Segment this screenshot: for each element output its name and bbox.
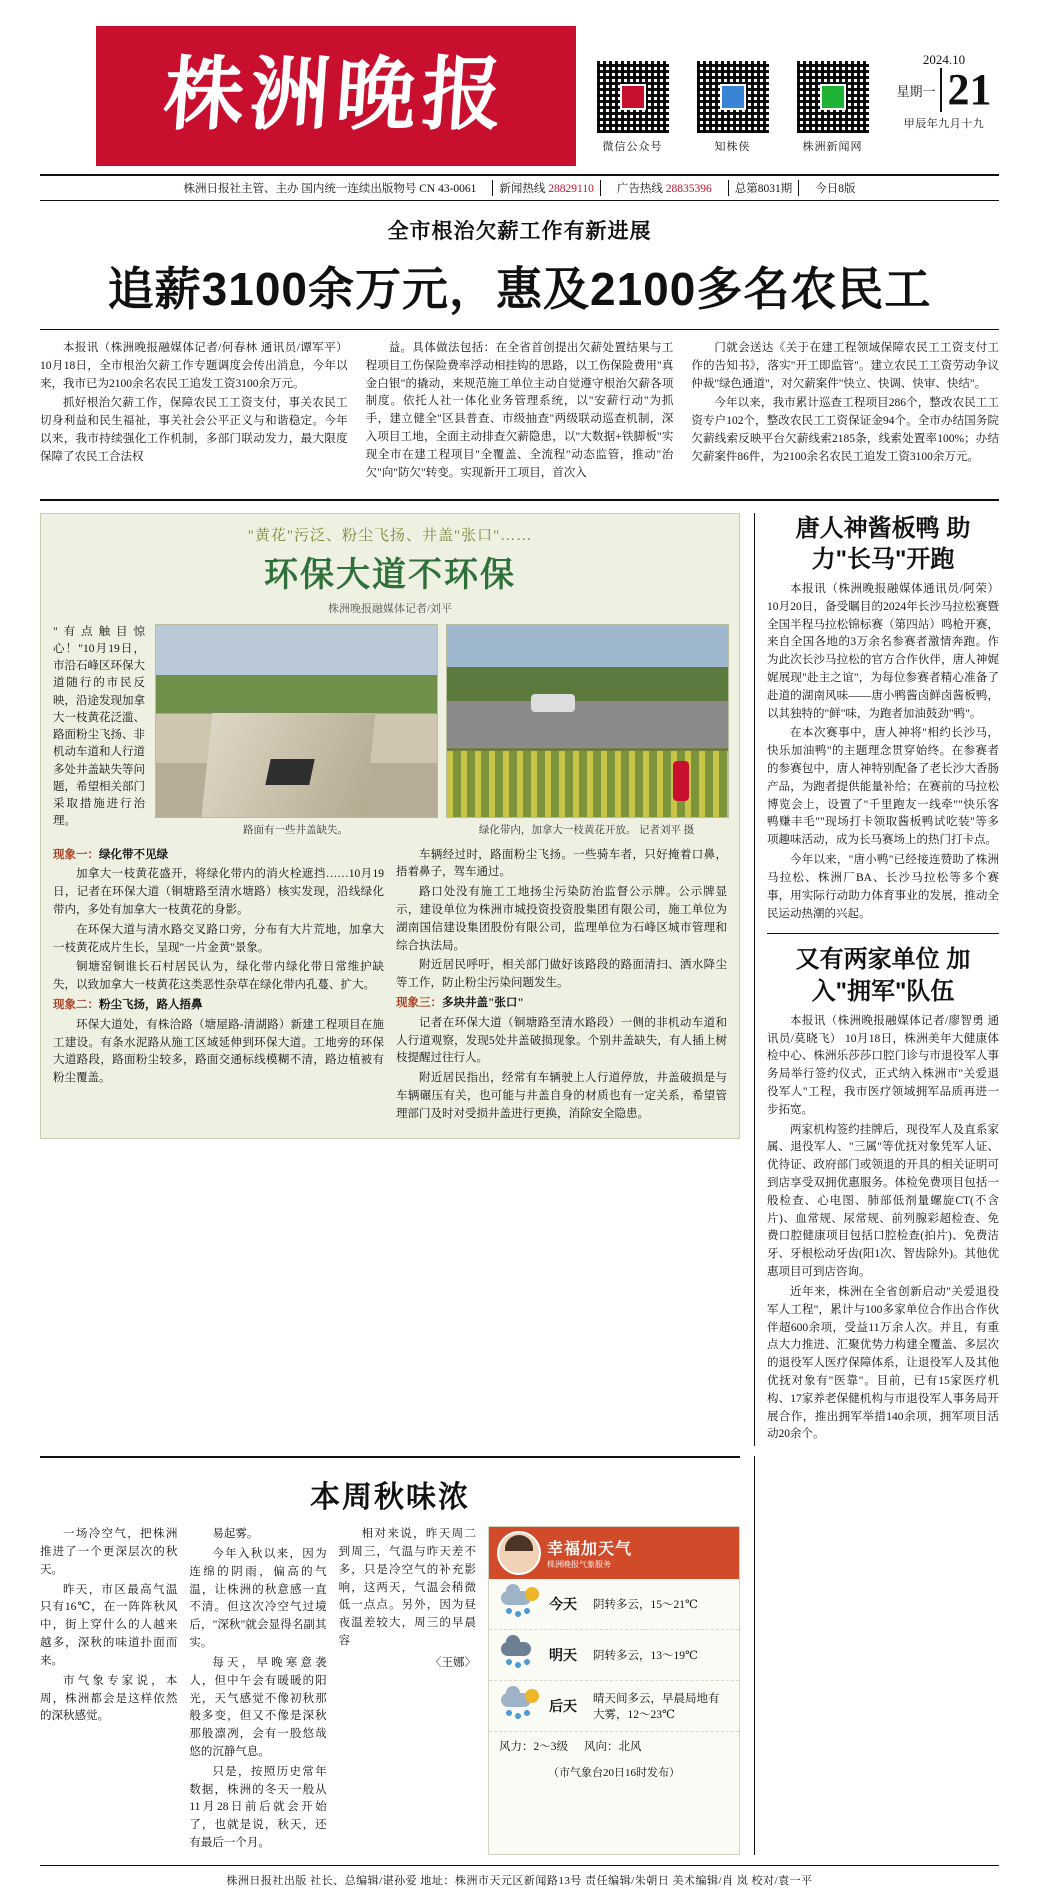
newspaper-logo <box>96 26 576 166</box>
qr-label: 知株侠 <box>714 141 751 153</box>
page-footer: 株洲日报社出版 社长、总编辑/谌孙爱 地址：株洲市天元区新闻路13号 责任编辑/朱朝日 美术编辑/肖 岚 校对/袁一平 <box>40 1865 999 1888</box>
forecast-row-tomorrow <box>489 1630 739 1681</box>
feature-title: 环保大道不环保 <box>264 555 516 594</box>
qr-item-news-site[interactable] <box>794 60 872 154</box>
forecast-day: 今天 <box>549 1598 577 1614</box>
photo-caption: 绿化带内，加拿大一枝黄花开放。 记者刘平 摄 <box>478 824 695 836</box>
wind-force: 风力：2～3级 <box>499 1741 568 1754</box>
hotline-number: 28829110 <box>548 183 594 195</box>
forecast-day: 明天 <box>549 1649 577 1665</box>
cloud-sun-rain-icon <box>499 1587 539 1621</box>
right-column <box>754 513 999 1447</box>
subheading: 现象一：绿化带不见绿 <box>53 848 168 861</box>
weather-brand: 幸福加天气 株洲晚报气象服务 <box>547 1541 633 1570</box>
feature-column-2 <box>396 847 727 1126</box>
qr-center-mark <box>820 84 846 110</box>
paragraph: 本报讯（株洲晚报融媒体通讯员/阿荣） 10月20日，备受瞩目的2024年长沙马拉松赛暨全国半程马拉松锦标赛（第四站）鸣枪开赛，来自全国各地的3万余名参赛者激情奔跑。作为此次长沙马拉松的官方合作伙伴，唐人神娓娓展现"赴主之谊"，为每位参赛者精心准备了赴道的湖南风味——唐小鸭酱卤鲜卤酱板鸭，以其独特的"鲜"味，为跑者加油鼓劲"鸭"。 <box>767 582 999 720</box>
publication-info-bar <box>40 174 999 201</box>
qr-label: 微信公众号 <box>602 141 663 153</box>
article-signature: 〈王娜〉 <box>429 1656 476 1669</box>
date-year-month: 2024.10 <box>922 52 966 67</box>
qr-item-zhizhuxia[interactable] <box>694 60 772 154</box>
paragraph: 昨天，市区最高气温只有16℃，在一阵阵秋风中，街上穿什么的人越来越多，深秋的味道扑面而来。 <box>40 1583 178 1667</box>
paragraph: 加拿大一枝黄花盛开，将绿化带内的消火栓遮挡……10月19日，记者在环保大道（铜塘路至清水塘路）核实发现，沿线绿化带内，多处有加拿大一枝黄花的身影。 <box>53 868 384 916</box>
paragraph: 益。具体做法包括：在全省首创提出欠薪处置结果与工程项目工伤保险费率浮动相挂钩的思路，以工伤保险费用"真金白银"的撬动，来规范施工单位主动自觉遵守根治欠薪各项制度。依托人社一体化业务管理系统，以"安薪行动"为抓手，建立健全"区县普查、市级抽查"两级联动巡查机制，深入项目工地，全面主动排查欠薪隐患，以"大数据+铁脚板"实现全市在建工程项目"全覆盖、全流程"动态监管，推动"治欠"向"防欠"转变。实现新开工项目，首次入 <box>365 342 674 479</box>
paragraph: 相对来说，昨天周二到周三，气温与昨天差不多，只是冷空气的补充影响，这两天，气温会稍微低一点点。另外，因为昼夜温差较大，周三的早晨容 <box>338 1528 476 1648</box>
article-body <box>767 1013 999 1445</box>
qr-code-icon <box>596 60 670 134</box>
lead-kicker: 全市根治欠薪工作有新进展 <box>387 219 652 243</box>
hotline-label: 新闻热线 <box>499 183 546 195</box>
weather-card-header <box>489 1527 739 1579</box>
paragraph: 门就会送达《关于在建工程领域保障农民工工资支付工作的告知书》，落实"开工即监管"。建立农民工工资劳动争议仲裁"绿色通道"，对欠薪案件"快立、快调、快审、快结"。 <box>691 342 1000 390</box>
article-title: 又有两家单位 加入"拥军"队伍 <box>795 946 971 1005</box>
photo-roadside-weeds <box>446 624 729 818</box>
article-title: 唐人神酱板鸭 助力"长马"开跑 <box>795 514 971 573</box>
bottom-section <box>40 1456 999 1855</box>
paragraph: 今年以来，"唐小鸭"已经接连赞助了株洲马拉松、株洲厂BA、长沙马拉松等多个赛事，用实际行动助力体育事业的发展，推动全民运动热潮的兴起。 <box>767 854 999 920</box>
divider <box>767 933 999 934</box>
paragraph: 记者在环保大道（铜塘路至清水路段）一侧的非机动车道和人行道观察，发现5处井盖破损现象。个别井盖缺失，有人插上树枝提醒过往行人。 <box>396 1016 727 1065</box>
masthead <box>40 16 999 166</box>
paragraph: 市气象专家说，本周，株洲都会是这样依然的深秋感觉。 <box>40 1674 178 1723</box>
sun-cloud-icon <box>499 1689 539 1723</box>
page-count: 今日8版 <box>815 183 856 195</box>
date-day: 21 <box>940 68 992 112</box>
qr-item-wechat[interactable] <box>594 60 672 154</box>
article-tangrenshen <box>767 513 999 924</box>
wind-info <box>489 1732 739 1760</box>
forecast-desc: 晴天间多云，早晨局地有大雾，12～23℃ <box>593 1693 720 1722</box>
feature-kicker: "黄花"污泛、粉尘飞扬、井盖"张口"…… <box>247 527 533 544</box>
paragraph: 车辆经过时，路面粉尘飞扬。一些骑车者，只好掩着口鼻，捂着鼻子，驾车通过。 <box>396 848 727 879</box>
weather-article-columns <box>40 1526 476 1855</box>
weather-column-2 <box>189 1526 326 1855</box>
paragraph: 铜塘窑铜谁长石村居民认为，绿化带内绿化带日常维护缺失，以致加拿大一枝黄花这类恶性杂草在绿化带内孔蔓、扩大。 <box>53 961 384 992</box>
qr-code-icon <box>796 60 870 134</box>
cloud-rain-icon <box>499 1638 539 1672</box>
divider <box>40 499 999 501</box>
fire-hydrant-detail <box>673 761 689 801</box>
forecast-row-day-after <box>489 1681 739 1732</box>
car-detail <box>531 694 575 712</box>
qr-center-mark <box>620 84 646 110</box>
divider <box>40 329 999 330</box>
middle-section <box>40 513 999 1447</box>
date-lunar: 甲辰年九月十九 <box>903 118 985 130</box>
publisher-info: 株洲日报社主管、主办 国内统一连续出版物号 CN 43-0061 <box>183 183 477 195</box>
subheading: 现象二：粉尘飞扬，路人捂鼻 <box>53 999 203 1011</box>
lead-column-2 <box>366 340 674 485</box>
paragraph: 附近居民呼吁，相关部门做好该路段的路面清扫、洒水降尘等工作，防止粉尘污染问题发生。 <box>396 959 727 990</box>
weather-column-3 <box>339 1526 476 1855</box>
feature-side-note: "有点触目惊心！"10月19日，市沿石峰区环保大道随行的市民反映，沿途发现加拿大一枝黄花泛滥、路面粉尘飞扬、非机动车道和人行道多处井盖缺失等问题，希望相关部门采取措施进行治理。 <box>53 625 145 828</box>
ad-hotline-number: 28835396 <box>665 183 712 195</box>
forecast-desc: 阴转多云，15～21℃ <box>593 1599 698 1612</box>
paragraph: 环保大道处，有株洽路（塘屋路-清湖路）新建工程项目在施工建设。有条水泥路从施工区域延伸到环保大道。工地旁的环保大道路段，路面粉尘较多，路面交通标线模糊不清，路边植被有粉尘覆盖。 <box>53 1018 384 1085</box>
paragraph: 本报讯（株洲晚报融媒体记者/廖智勇 通讯员/莫晓飞） 10月18日，株洲美年大健康体检中心、株洲乐莎莎口腔门诊与市退役军人事务局举行签约仪式，正式纳入株洲市"关爱退役军人"工程，我市医疗领域拥军品质再进一步拓宽。 <box>767 1014 999 1116</box>
date-weekday: 星期一 <box>896 83 936 99</box>
qr-code-icon <box>696 60 770 134</box>
newspaper-title: 株洲晚报 <box>160 52 512 140</box>
lead-column-3 <box>691 340 999 485</box>
paragraph: 路口处没有施工工地扬尘污染防治监督公示牌。公示牌显示，建设单位为株洲市城投资投资股集团有限公司，施工单位为湖南国信建设集团股份有限公司，监理单位为石峰区城市管理和综合执法局。 <box>396 886 727 952</box>
qr-center-mark <box>720 84 746 110</box>
article-yongjun <box>767 944 999 1444</box>
issue-number: 总第8031期 <box>728 180 800 196</box>
weather-article-title: 本周秋味浓 <box>310 1481 470 1515</box>
subheading: 现象三：多块井盖"张口" <box>396 997 524 1009</box>
paragraph: 今年入秋以来，因为连绵的阴雨，偏高的气温，让株洲的秋意感一直不清。但这次冷空气过境后，"深秋"就会显得名副其实。 <box>189 1548 327 1650</box>
paragraph: 易起雾。 <box>212 1528 259 1541</box>
ad-hotline-label: 广告热线 <box>616 183 663 195</box>
paragraph: 每天，早晚寒意袭人，但中午会有暖暖的阳光，天气感觉不像初秋那般多变，但又不像是深秋那般凛冽，会有一股悠哉悠的沉静气息。 <box>189 1656 327 1758</box>
paragraph: 两家机构签约挂牌后，现役军人及直系家属、退役军人、"三属"等优抚对象凭军人证、优待证、政府部门或领退的开具的相关证明可到店享受双拥优惠服务。体检免费项目包括一般检查、心电图、肺部低剂量螺旋CT(不含片)、血常规、尿常规、前列腺彩超检查、免费口腔健康项目包括口腔检查(拍片)、免费洁牙、牙根松动牙齿(阳1次、智齿除外)。其他优惠项目可到店咨询。 <box>767 1123 999 1279</box>
weather-forecast-card <box>488 1526 740 1855</box>
paragraph: 本报讯（株洲晚报融媒体记者/何春林 通讯员/谭军平） 10月18日，全市根治欠薪工作专题调度会传出消息，今年以来，我市已为2100余名农民工追发工资3100余万元。 <box>40 342 348 390</box>
feature-column-1 <box>53 847 384 1126</box>
manhole-detail <box>266 759 316 785</box>
weather-brand-sub: 株洲晚报气象服务 <box>547 1560 611 1570</box>
paragraph: 只是，按照历史常年数据，株洲的冬天一般从11月28日前后就会开始了，也就是说，秋天，还有最后一个月。 <box>189 1765 327 1849</box>
paragraph: 一场冷空气，把株洲推进了一个更深层次的秋天。 <box>40 1528 178 1576</box>
photo-item <box>155 624 436 837</box>
feature-article <box>40 513 740 1447</box>
lead-headline: 追薪3100余万元，惠及2100多名农民工 <box>107 263 932 315</box>
weather-article <box>40 1456 740 1855</box>
bottom-right-spacer <box>754 1456 999 1855</box>
lead-column-1 <box>40 340 348 485</box>
feature-text-columns <box>53 847 727 1126</box>
feature-photos <box>155 624 727 837</box>
article-body <box>767 581 999 923</box>
date-block <box>889 52 999 131</box>
feature-byline: 株洲晚报融媒体记者/刘平 <box>327 602 453 615</box>
forecast-desc: 阴转多云，13～19℃ <box>593 1650 698 1663</box>
paragraph: 在环保大道与清水路交叉路口旁，分布有大片荒地，加拿大一枝黄花成片生长，呈现"一片金黄"景象。 <box>53 923 384 954</box>
wind-direction: 风向：北风 <box>584 1741 642 1754</box>
paragraph: 近年来，株洲在全省创新启动"关爱退役军人工程"，累计与100多家单位合作出合作伙伴超600余项，受益11万余人次。并且，有重点大力推进、汇聚优势力构建全覆盖、多层次的退役军人医疗保障体系，让退役军人及其他优抚对象有"医靠"。目前，已有15家医疗机构、17家养老保健机构与市退役军人事务局开展合作，推出拥军举措140余项，拥军项目活动20余个。 <box>767 1285 999 1441</box>
qr-label: 株洲新闻网 <box>802 141 863 153</box>
forecast-day: 后天 <box>549 1700 577 1716</box>
forecast-row-today <box>489 1579 739 1630</box>
lead-article <box>40 340 999 493</box>
weather-column-1 <box>40 1526 177 1855</box>
photo-caption: 路面有一些井盖缺失。 <box>243 824 348 836</box>
paragraph: 抓好根治欠薪工作，保障农民工工资支付，事关农民工切身利益和民生福祉，事关社会公平正义与和谐稳定。今年以来，我市持续强化工作机制，多部门联动发力，最大限度保障了农民工合法权 <box>40 397 348 463</box>
qr-code-group <box>594 60 872 154</box>
paragraph: 附近居民指出，经常有车辆驶上人行道停放，井盖破损是与车辆碾压有关，也可能与井盖自身的材质也有一定关系，希望管理部门及时对受损井盖进行更换，消除安全隐患。 <box>396 1072 727 1120</box>
photo-road-manholes <box>155 624 438 818</box>
paragraph: 今年以来，我市累计巡查工程项目286个，整改农民工工资专户102个，整改农民工工资保证金94个。全市办结国务院欠薪线索反映平台欠薪线索2185条，线索处置率100%；办结欠薪案件86件，为2100余名农民工追发工资3100余万元。 <box>691 397 1000 463</box>
paragraph: 在本次赛事中，唐人神将"相约长沙马，快乐加油鸭"的主题理念贯穿始终。在参赛者的参赛包中，唐人神特别配备了老长沙大香肠产品，为跑者提供能量补给；在赛前的马拉松博览会上，设置了"千里跑友一线牵""快乐客鸭赚丰毛""现场打卡领取酱板鸭试吃装"等多项趣味活动，成为长马赛场上的热门打卡点。 <box>767 727 999 847</box>
forecast-source: （市气象台20日16时发布） <box>548 1767 680 1780</box>
avatar <box>497 1531 541 1575</box>
photo-item <box>446 624 727 837</box>
